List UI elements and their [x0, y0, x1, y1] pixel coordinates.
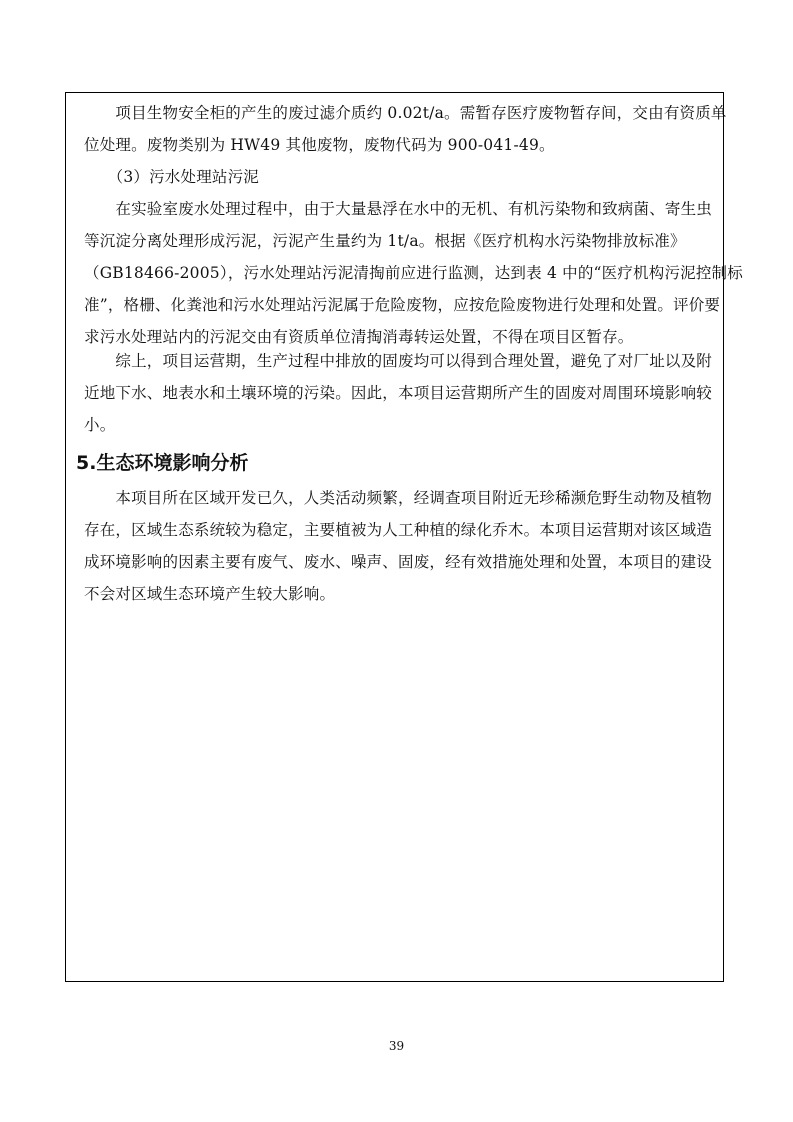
paragraph-line: （GB18466-2005），污水处理站污泥清掏前应进行监测，达到表 4 中的“医疗机构污泥控制标 — [84, 264, 743, 282]
paragraph-line: 小。 — [84, 416, 116, 434]
paragraph-line: 本项目所在区域开发已久，人类活动频繁，经调查项目附近无珍稀濒危野生动物及植物 — [84, 489, 713, 507]
section-heading: 5.生态环境影响分析 — [76, 452, 249, 474]
paragraph-line: 不会对区域生态环境产生较大影响。 — [84, 585, 336, 603]
paragraph-line: （3）污水处理站污泥 — [84, 168, 260, 186]
paragraph-line: 综上，项目运营期，生产过程中排放的固废均可以得到合理处置，避免了对厂址以及附 — [84, 352, 713, 370]
page-number: 39 — [388, 1039, 405, 1053]
paragraph-line: 求污水处理站内的污泥交由有资质单位清掏消毒转运处置，不得在项目区暂存。 — [84, 328, 634, 346]
paragraph-line: 位处理。废物类别为 HW49 其他废物，废物代码为 900-041-49。 — [84, 136, 555, 154]
paragraph-line: 存在，区域生态系统较为稳定，主要植被为人工种植的绿化乔木。本项目运营期对该区域造 — [84, 521, 713, 539]
paragraph-line: 在实验室废水处理过程中，由于大量悬浮在水中的无机、有机污染物和致病菌、寄生虫 — [84, 200, 713, 218]
paragraph-line: 近地下水、地表水和土壤环境的污染。因此，本项目运营期所产生的固废对周围环境影响较 — [84, 384, 713, 402]
paragraph-line: 项目生物安全柜的产生的废过滤介质约 0.02t/a。需暂存医疗废物暂存间，交由有资质单 — [84, 104, 727, 122]
paragraph-line: 成环境影响的因素主要有废气、废水、噪声、固废，经有效措施处理和处置，本项目的建设 — [84, 553, 713, 571]
paragraph-line: 等沉淀分离处理形成污泥，污泥产生量约为 1t/a。根据《医疗机构水污染物排放标准》 — [84, 232, 686, 250]
paragraph-line: 准”，格栅、化粪池和污水处理站污泥属于危险废物，应按危险废物进行处理和处置。评价要 — [84, 296, 721, 314]
